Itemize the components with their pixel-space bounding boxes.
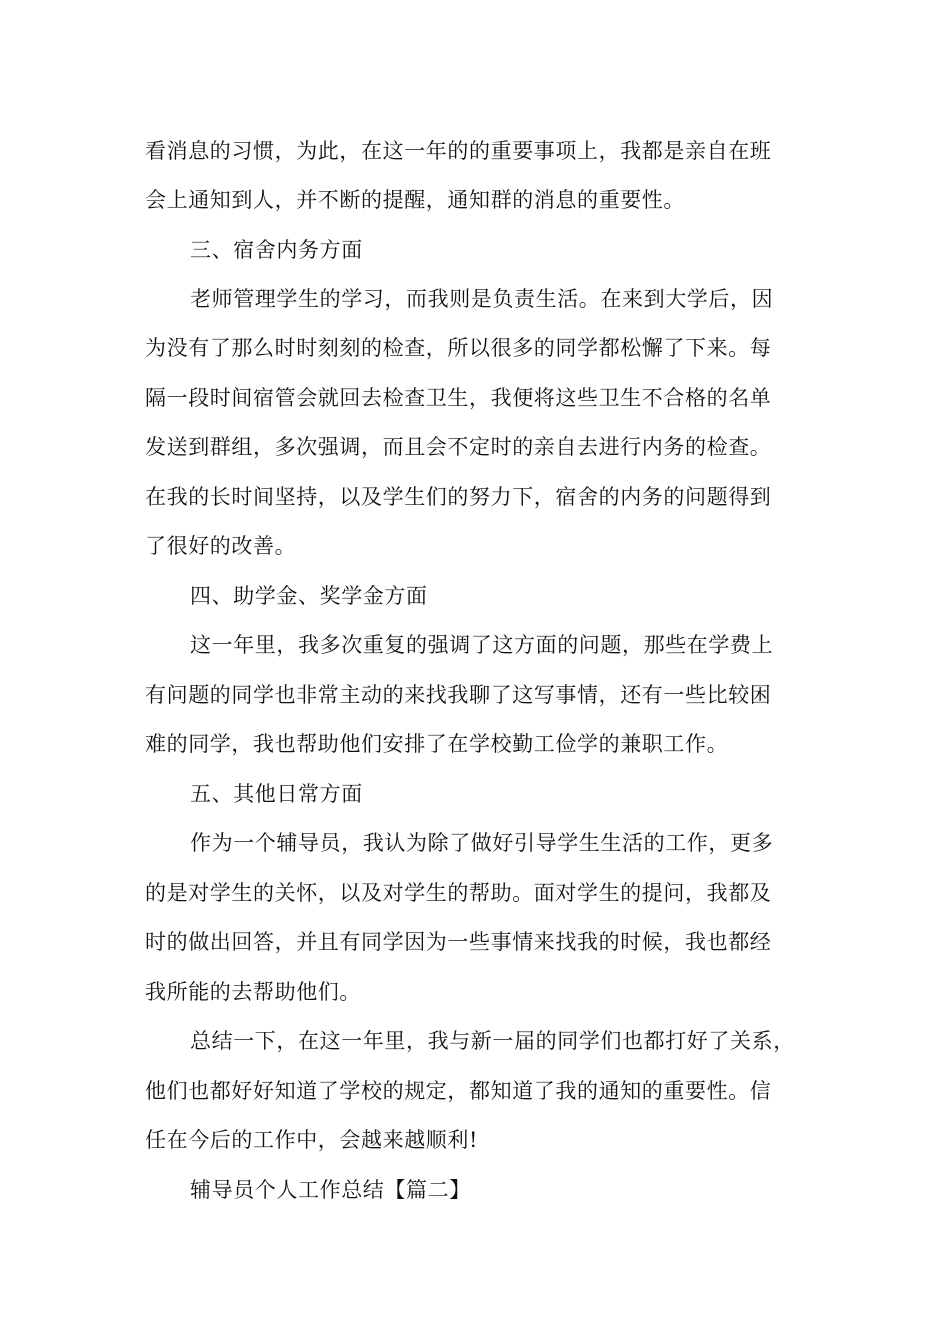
text-line: 难的同学，我也帮助他们安排了在学校勤工俭学的兼职工作。 bbox=[145, 732, 729, 756]
text-line: 的是对学生的关怀，以及对学生的帮助。面对学生的提问，我都及 bbox=[145, 881, 772, 905]
text-line: 隔一段时间宿管会就回去检查卫生，我便将这些卫生不合格的名单 bbox=[145, 386, 772, 410]
article-title-part-two: 辅导员个人工作总结【篇二】 bbox=[190, 1178, 471, 1202]
text-line: 在我的长时间坚持，以及学生们的努力下，宿舍的内务的问题得到 bbox=[145, 485, 772, 509]
text-line: 了很好的改善。 bbox=[145, 534, 297, 558]
text-line: 时的做出回答，并且有同学因为一些事情来找我的时候，我也都经 bbox=[145, 930, 772, 954]
text-line: 老师管理学生的学习，而我则是负责生活。在来到大学后，因 bbox=[190, 287, 774, 311]
section-heading-dormitory: 三、宿舍内务方面 bbox=[190, 238, 363, 262]
text-line: 作为一个辅导员，我认为除了做好引导学生生活的工作，更多 bbox=[190, 831, 774, 855]
text-line: 他们也都好好知道了学校的规定，都知道了我的通知的重要性。信 bbox=[145, 1079, 772, 1103]
text-line: 发送到群组，多次强调，而且会不定时的亲自去进行内务的检查。 bbox=[145, 435, 772, 459]
text-line: 有问题的同学也非常主动的来找我聊了这写事情，还有一些比较困 bbox=[145, 683, 772, 707]
text-line: 这一年里，我多次重复的强调了这方面的问题，那些在学费上 bbox=[190, 633, 774, 657]
text-line: 总结一下，在这一年里，我与新一届的同学们也都打好了关系， bbox=[190, 1029, 795, 1053]
text-line: 为没有了那么时时刻刻的检查，所以很多的同学都松懈了下来。每 bbox=[145, 336, 772, 360]
text-line: 看消息的习惯，为此，在这一年的的重要事项上，我都是亲自在班 bbox=[145, 139, 772, 163]
text-line: 任在今后的工作中，会越来越顺利! bbox=[145, 1128, 479, 1152]
text-line: 我所能的去帮助他们。 bbox=[145, 980, 361, 1004]
text-line: 会上通知到人，并不断的提醒，通知群的消息的重要性。 bbox=[145, 188, 685, 212]
section-heading-scholarship: 四、助学金、奖学金方面 bbox=[190, 584, 428, 608]
section-heading-daily: 五、其他日常方面 bbox=[190, 782, 363, 806]
